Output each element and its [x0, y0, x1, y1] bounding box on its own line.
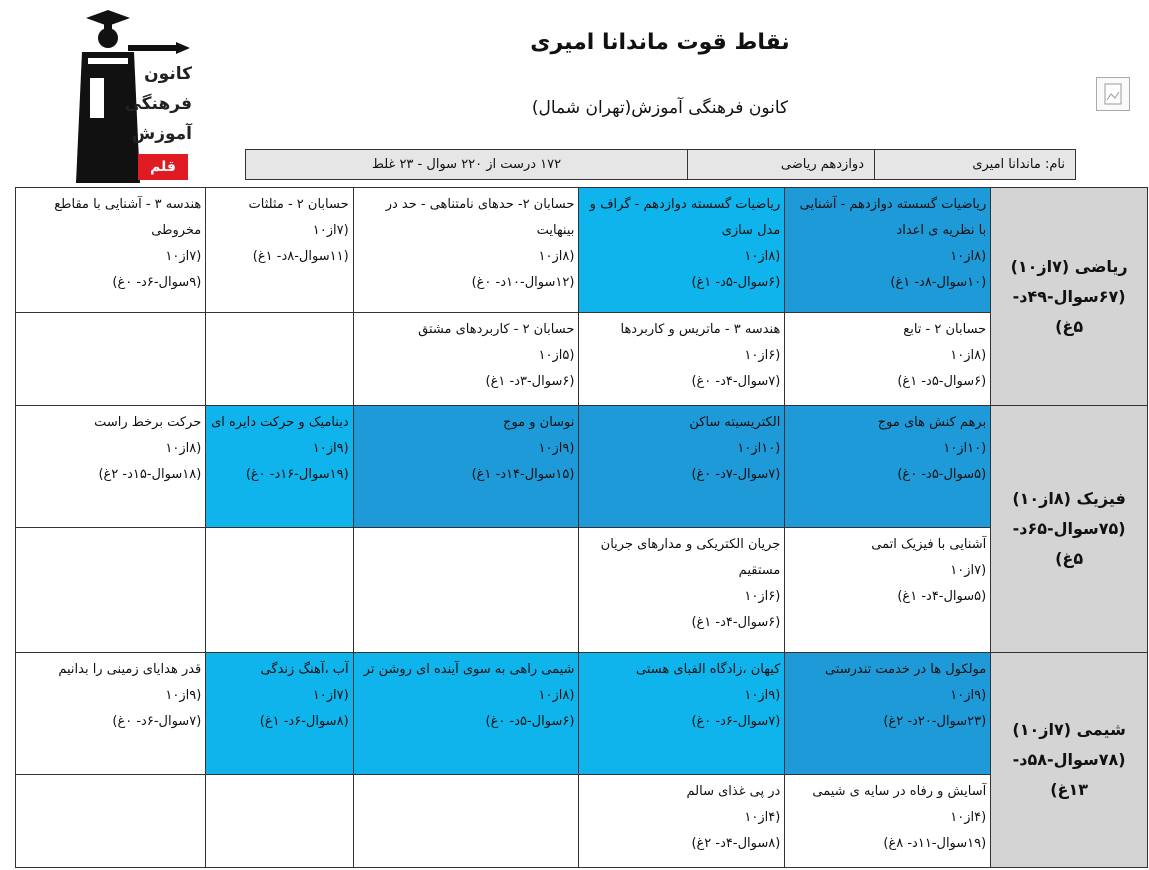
topic-detail: (۸سوال-۴د- ۲غ)	[691, 836, 781, 851]
topic-title: آشنایی با فیزیک اتمی	[871, 537, 987, 552]
topic-cell	[206, 653, 353, 775]
student-stats: ۱۷۲ درست از ۲۲۰ سوال - ۲۳ غلط	[246, 150, 688, 180]
student-grade: دوازدهم ریاضی	[688, 150, 875, 180]
topic-title: کیهان ،زادگاه الفبای هستی	[636, 662, 781, 677]
topic-title: ریاضیات گسسته دوازدهم - گراف و مدل سازی	[589, 197, 781, 238]
topic-title: دینامیک و حرکت دایره ای	[211, 415, 349, 430]
topic-title: برهم کنش های موج	[877, 415, 987, 430]
topic-detail: (۷سوال-۶د- ۰غ)	[691, 714, 781, 729]
topic-score: (۸از۱۰	[950, 348, 987, 363]
subject-cell: ریاضی (۷از۱۰) (۶۷سوال-۴۹د- ۵غ)	[991, 188, 1148, 406]
topic-detail: (۶سوال-۵د- ۰غ)	[485, 714, 575, 729]
topic-cell	[785, 775, 991, 868]
topic-cell	[353, 528, 579, 653]
topic-cell	[16, 188, 206, 313]
topic-cell	[16, 775, 206, 868]
topic-cell	[16, 653, 206, 775]
topic-detail: (۱۵سوال-۱۴د- ۱غ)	[471, 467, 575, 482]
topic-score: (۸از۱۰	[538, 688, 575, 703]
topic-cell	[353, 188, 579, 313]
topic-detail: (۶سوال-۳د- ۱غ)	[485, 374, 575, 389]
page-subtitle: کانون فرهنگی آموزش(تهران شمال)	[531, 98, 789, 118]
topic-cell	[16, 528, 206, 653]
topic-title: آسایش و رفاه در سایه ی شیمی	[812, 784, 987, 799]
table-row	[16, 528, 1148, 653]
topic-cell	[785, 406, 991, 528]
topic-detail: (۱۸سوال-۱۵د- ۲غ)	[98, 467, 202, 482]
topic-score: (۸از۱۰	[950, 249, 987, 264]
topic-title: حسابان ۲ - تابع	[903, 322, 987, 337]
topic-cell	[206, 406, 353, 528]
table-row	[16, 653, 1148, 775]
topic-detail: (۱۱سوال-۸د- ۱غ)	[252, 249, 349, 264]
topic-score: (۹از۱۰	[312, 441, 349, 456]
topic-score: (۹از۱۰	[165, 688, 202, 703]
topic-detail: (۱۲سوال-۱۰د- ۰غ)	[471, 275, 575, 290]
topic-detail: (۲۳سوال-۲۰د- ۲غ)	[883, 714, 987, 729]
topic-cell	[579, 188, 785, 313]
topic-cell	[206, 528, 353, 653]
topic-score: (۵از۱۰	[538, 348, 575, 363]
topic-detail: (۵سوال-۵د- ۰غ)	[897, 467, 987, 482]
page-title: نقاط قوت ماندانا امیری	[530, 30, 790, 55]
topic-title: حرکت برخط راست	[94, 415, 202, 430]
subject-cell: شیمی (۷از۱۰) (۷۸سوال-۵۸د- ۱۳غ)	[991, 653, 1148, 868]
topic-cell	[206, 775, 353, 868]
topic-detail: (۶سوال-۵د- ۱غ)	[897, 374, 987, 389]
topic-detail: (۷سوال-۴د- ۰غ)	[691, 374, 781, 389]
topic-score: (۱۰از۱۰	[737, 441, 781, 456]
topic-title: هندسه ۳ - آشنایی با مقاطع مخروطی	[54, 197, 202, 238]
topic-score: (۷از۱۰	[312, 223, 349, 238]
topic-title: مولکول ها در خدمت تندرستی	[824, 662, 987, 677]
topic-cell	[579, 528, 785, 653]
topic-cell	[353, 653, 579, 775]
topic-cell	[206, 188, 353, 313]
topic-score: (۶از۱۰	[744, 348, 781, 363]
topic-score: (۹از۱۰	[538, 441, 575, 456]
topic-cell	[579, 653, 785, 775]
table-row	[16, 775, 1148, 868]
topic-detail: (۶سوال-۵د- ۱غ)	[691, 275, 781, 290]
topic-detail: (۱۹سوال-۱۱د- ۸غ)	[883, 836, 987, 851]
broken-image-icon	[1096, 77, 1130, 111]
logo-badge: قلم چی	[138, 154, 188, 180]
student-info-bar	[245, 149, 1076, 180]
pointing-hand-icon	[128, 40, 190, 56]
topic-detail: (۷سوال-۶د- ۰غ)	[112, 714, 202, 729]
topic-title: نوسان و موج	[503, 415, 575, 430]
logo-word-2: فرهنگی	[124, 94, 192, 114]
topic-score: (۴از۱۰	[950, 810, 987, 825]
topic-detail: (۶سوال-۴د- ۱غ)	[691, 615, 781, 630]
topic-score: (۱۰از۱۰	[943, 441, 987, 456]
topic-cell	[16, 406, 206, 528]
topic-title: شیمی راهی به سوی آینده ای روشن تر	[363, 662, 575, 677]
topic-title: قدر هدایای زمینی را بدانیم	[58, 662, 202, 677]
topic-score: (۷از۱۰	[165, 249, 202, 264]
topic-title: جریان الکتریکی و مدارهای جریان مستقیم	[600, 537, 781, 578]
topic-score: (۹از۱۰	[744, 688, 781, 703]
logo	[68, 8, 198, 201]
topic-title: آب ،آهنگ زندگی	[260, 662, 349, 677]
topic-title: هندسه ۳ - ماتریس و کاربردها	[620, 322, 781, 337]
topic-cell	[206, 313, 353, 406]
logo-word-3: آموزش	[131, 124, 192, 144]
topic-score: (۷از۱۰	[312, 688, 349, 703]
topic-score: (۴از۱۰	[744, 810, 781, 825]
topic-detail: (۱۰سوال-۸د- ۱غ)	[890, 275, 987, 290]
topic-detail: (۵سوال-۴د- ۱غ)	[897, 589, 987, 604]
topic-detail: (۸سوال-۶د- ۱غ)	[259, 714, 349, 729]
student-name: نام: ماندانا امیری	[875, 150, 1076, 180]
table-row	[16, 188, 1148, 313]
topic-title: در پی غذای سالم	[686, 784, 781, 799]
topic-score: (۶از۱۰	[744, 589, 781, 604]
topic-cell	[785, 188, 991, 313]
topic-score: (۹از۱۰	[950, 688, 987, 703]
topic-cell	[785, 653, 991, 775]
topic-detail: (۷سوال-۷د- ۰غ)	[691, 467, 781, 482]
subject-cell: فیزیک (۸از۱۰) (۷۵سوال-۶۵د- ۵غ)	[991, 406, 1148, 653]
topic-cell	[579, 775, 785, 868]
topic-cell	[353, 313, 579, 406]
topic-cell	[579, 313, 785, 406]
topic-detail: (۱۹سوال-۱۶د- ۰غ)	[245, 467, 349, 482]
topic-cell	[785, 313, 991, 406]
strengths-table	[15, 187, 1148, 868]
table-row	[16, 313, 1148, 406]
topic-cell	[579, 406, 785, 528]
topic-score: (۷از۱۰	[950, 563, 987, 578]
topic-detail: (۹سوال-۶د- ۰غ)	[112, 275, 202, 290]
topic-score: (۸از۱۰	[538, 249, 575, 264]
topic-title: حسابان ۲ - کاربردهای مشتق	[418, 322, 575, 337]
topic-title: الکتریسیته ساکن	[689, 415, 781, 430]
topic-cell	[353, 775, 579, 868]
logo-word-1: کانون	[144, 64, 192, 84]
topic-title: حسابان ۲ - مثلثات	[248, 197, 349, 212]
topic-title: حسابان ۲- حدهای نامتناهی - حد در بینهایت	[385, 197, 575, 238]
topic-score: (۸از۱۰	[744, 249, 781, 264]
topic-cell	[16, 313, 206, 406]
topic-score: (۸از۱۰	[165, 441, 202, 456]
topic-cell	[353, 406, 579, 528]
table-row	[16, 406, 1148, 528]
topic-title: ریاضیات گسسته دوازدهم - آشنایی با نظریه ی اعداد	[799, 197, 987, 238]
topic-cell	[785, 528, 991, 653]
